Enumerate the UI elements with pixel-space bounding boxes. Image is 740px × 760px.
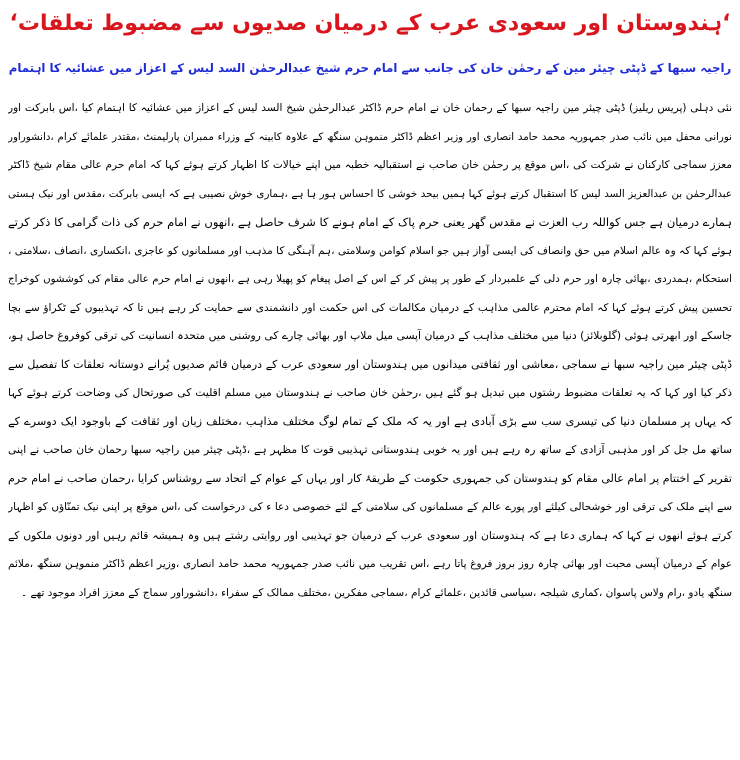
subheadline: راجیہ سبھا کے ڈپٹی چیئر مین کے رحمٰن خان کی جانب سے امام حرم شیخ عبدالرحمٰن السد لیس کے اعزاز میں عشائیہ کا اہتمام bbox=[8, 61, 732, 75]
article-line: تقریر کے اختتام پر امام عالی مقام کو ہندوستان کی جمہوری حکومت کے طریقۂ کار اور یہاں کے عوام کے اتحاد سے روشناس کرایا ،رحمان صاحب نے امام حرم bbox=[8, 471, 732, 485]
article-body bbox=[8, 94, 732, 607]
article-line: کہ یہاں پر مسلمان دنیا کی تیسری سب سے بڑی آبادی ہے اور یہ کہ ملک کے تمام لوگ مختلف مذاہب ،مختلف زبان اور ثقافت کے باوجود ایک دوسرے کے bbox=[8, 414, 732, 428]
article-line: سنگھ یادو ،رام ولاس پاسوان ،کماری شیلجہ ،سیاسی قائدین ،علمائے کرام ،سماجی مفکرین ،مختلف ممالک کے سفراء ،دانشوراور سماج کے معزز افراد موجود تھے ۔ bbox=[20, 586, 732, 599]
headline: ‘ہندوستان اور سعودی عرب کے درمیان صدیوں سے مضبوط تعلقات‘ bbox=[9, 11, 731, 36]
article-line: نورانی محفل میں نائب صدر جمہوریہ محمد حامد انصاری اور وزیر اعظم ڈاکٹر منموہن سنگھ کے علاوہ کابینہ کے وزراء ممبران پارلیمنٹ ،مقتدر علمائے کرام ،دانشوراور bbox=[8, 130, 732, 143]
article-line: عبدالرحمٰن بن عبدالعزیز السد لیس کا استقبال کرتے ہوئے کہا ہمیں بیحد خوشی کا احساس ہور ہا ہے ،ہماری خوش نصیبی ہے کہ ایسی بابرکت ،مقدس اور نیک ہستی bbox=[8, 187, 732, 200]
article-line: ہمارے درمیان ہے جس کواللہ رب العزت نے مقدس گھر یعنی حرم پاک کے امام ہونے کا شرف حاصل ہے ،انھوں نے امام حرم کی ذات گرامی کا ذکر کرتے bbox=[8, 215, 732, 229]
article-line: عوام کے درمیان آپسی محبت اور بھائی چارہ روز بروز فروغ پاتا رہے ،اس تقریب میں نائب صدر جمہوریہ محمد حامد انصاری ،وزیر اعظم ڈاکٹر منموہن سنگھ ،ملائم bbox=[8, 558, 732, 570]
article-line: ہوئے کہا کہ وہ عالم اسلام میں حق وانصاف کی ایسی آواز ہیں جو اسلام کوامن وسلامتی ،ہم آہنگی کا مذہب اور مسلمانوں کو عاجزی ،انکساری ،انصاف ،سلامتی ، bbox=[8, 244, 732, 257]
article-line: ذکر کیا اور کہا کہ یہ تعلقات مضبوط رشتوں میں تبدیل ہو گئے ہیں ،رحمٰن خان صاحب نے ہندوستان میں مسلم اقلیت کی صورتحال کی وضاحت کرتے ہوئے کہا bbox=[8, 386, 732, 399]
article-line: استحکام ،ہمدردی ،بھائی چارہ اور حرم دلی کے علمبردار کے طور پر پیش کر کے اس کے اصل پیغام کو پھیلا رہی ہے ،انھوں نے امام حرم عالی مقام کی کوششوں کوخراج bbox=[8, 273, 732, 285]
article-line: ساتھ مل جل کر اور مذہبی آزادی کے ساتھ رہ رہے ہیں اور یہ خوبی ہندوستانی تہذیبی قوت کا مظہر ہے ،ڈپٹی چیئر مین راجیہ سبھا رحمان خان صاحب نے اپنی bbox=[8, 443, 732, 456]
article-line: جاسکے اور ابھرتی ہوئی (گلوبلائز) دنیا میں مختلف مذاہب کے درمیان آپسی میل ملاپ اور بھائی چارے کی روشنی میں متحدہ انسانیت کی ترقی کوفروغ حاصل ہو، bbox=[8, 329, 732, 342]
article-line: نئی دہلی (پریس ریلیز) ڈپٹی چیئر مین راجیہ سبھا کے رحمان خان نے امام حرم ڈاکٹر عبدالرحمٰن شیخ السد لیس کے اعزاز میں عشائیہ کا اہتمام کیا ،اس بابرکت اور bbox=[8, 102, 732, 114]
article-line: تحسین پیش کرتے ہوئے کہا کہ امام محترم عالمی مذاہب کے درمیان مکالمات کی اس حکمت اور دانشمندی سے حمایت کر رہے ہیں تا کہ تہذیبوں کے ٹکراؤ سے بچا bbox=[8, 301, 732, 314]
article-line: کرتے ہوئے انھوں نے کہا کہ ہماری دعا ہے کہ ہندوستان اور سعودی عرب کے درمیان جو تہذیبی اور روایتی رشتے ہیں وہ ہمیشہ قائم رہیں اور دونوں ملکوں کے bbox=[8, 528, 732, 542]
article-line: سے اپنے ملک کی ترقی اور خوشحالی کیلئے اور پورے عالم کے مسلمانوں کی سلامتی کے لئے خصوصی دعا ء کی درخواست کی ،اس موقع پر اپنی نیک تمنّاؤں کو اظہار bbox=[8, 501, 732, 513]
article-line: معزز سماجی کارکنان نے شرکت کی ،اس موقع پر رحمٰن خان صاحب نے استقبالیہ خطبہ میں اپنے خیالات کا اظہار کرتے ہوئے کہا کہ امام حرم عالی مقام شیخ ڈاکٹر bbox=[8, 159, 732, 171]
article-line: ڈپٹی چیئر مین راجیہ سبھا نے سماجی ،معاشی اور ثقافتی میدانوں میں ہندوستان اور سعودی عرب کے درمیان قائم صدیوں پُرانے دوستانہ تعلقات کا تفصیل سے bbox=[8, 357, 732, 371]
